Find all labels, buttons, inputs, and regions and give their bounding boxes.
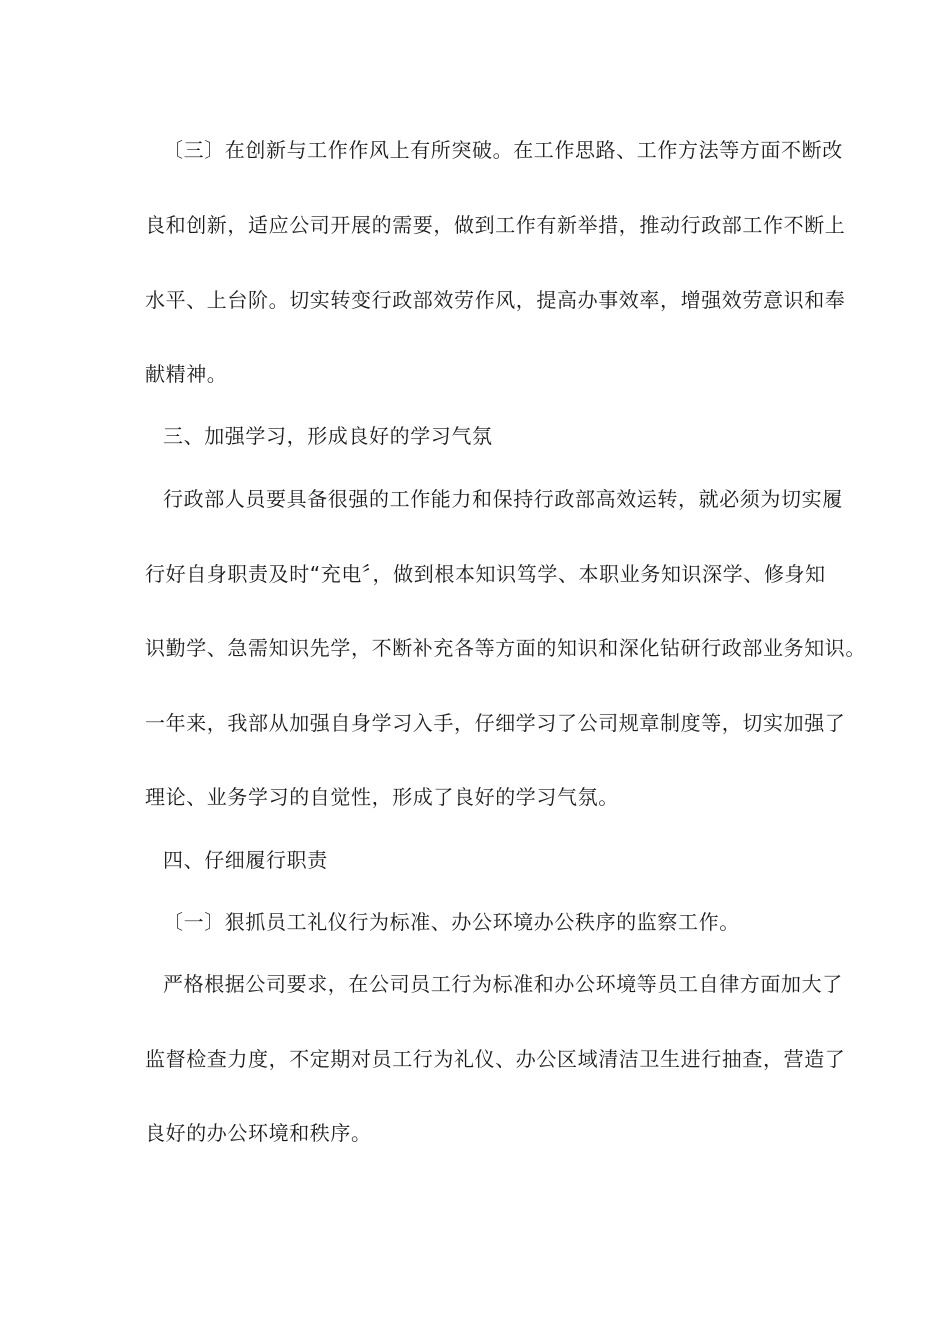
paragraph-line: 良和创新，适应公司开展的需要，做到工作有新举措，推动行政部工作不断上 [145,213,846,237]
paragraph-line: 行政部人员要具备很强的工作能力和保持行政部高效运转，就必须为切实履 [163,487,843,511]
paragraph-line: 理论、业务学习的自觉性，形成了良好的学习气氛。 [145,785,619,809]
paragraph-line: 严格根据公司要求，在公司员工行为标准和办公环境等员工自律方面加大了 [163,972,843,996]
paragraph-line: 献精神。 [145,362,228,386]
paragraph-line: 良好的办公环境和秩序。 [145,1121,372,1145]
section-heading: 三、加强学习，形成良好的学习气氛 [163,424,493,448]
paragraph-line: 一年来，我部从加强自身学习入手，仔细学习了公司规章制度等，切实加强了 [145,711,846,735]
paragraph-line: 监督检查力度，不定期对员工行为礼仪、办公区域清洁卫生进行抽查，营造了 [145,1047,846,1071]
paragraph-line: 识勤学、急需知识先学，不断补充各等方面的知识和深化钻研行政部业务知识。 [145,636,866,660]
paragraph-line: 行好自身职责及时“充电〞，做到根本知识笃学、本职业务知识深学、修身知 [145,562,826,586]
paragraph-line: 〔三〕在创新与工作作风上有所突破。在工作思路、工作方法等方面不断改 [163,138,843,162]
paragraph-line: 水平、上台阶。切实转变行政部效劳作风，提高办事效率，增强效劳意识和奉 [145,288,846,312]
subsection-heading: 〔一〕狠抓员工礼仪行为标准、办公环境办公秩序的监察工作。 [163,910,740,934]
section-heading: 四、仔细履行职责 [163,848,328,872]
